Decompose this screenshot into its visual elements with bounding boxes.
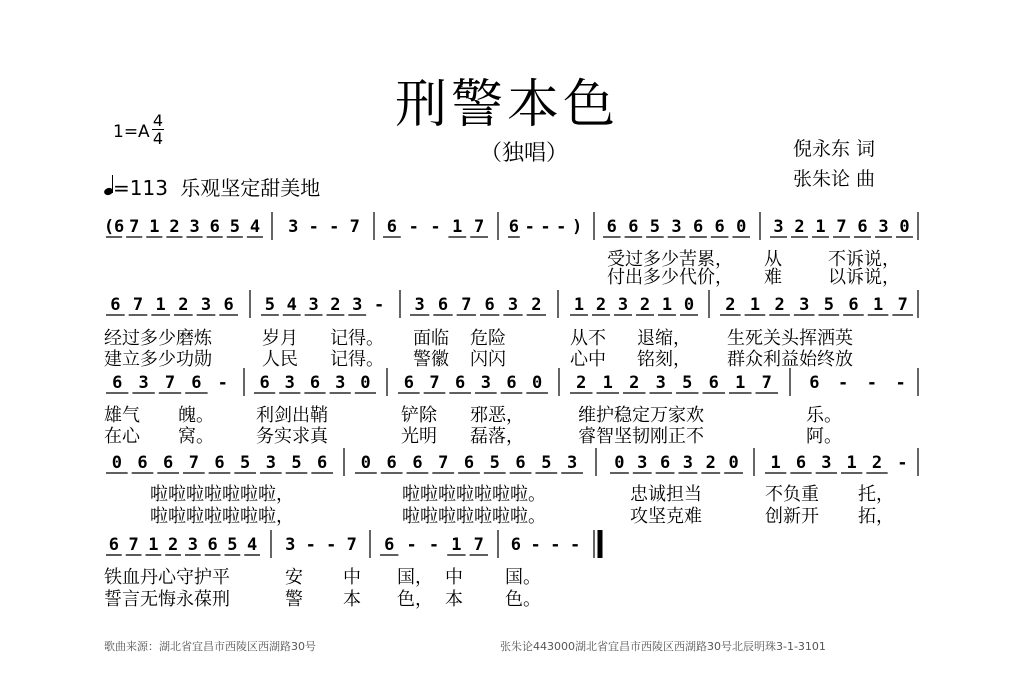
lyric-verse2-0-2: 以诉说， [828,267,900,288]
lyric-verse1-1-7: 生死关头挥洒英 [727,328,853,349]
note-3-2-2: 6 [659,453,671,473]
note-0-5-5: 3 [878,217,889,237]
note-4-1-0: 3 [285,535,296,555]
lyric-verse1-0-2: 不诉说， [828,249,900,270]
note-0-4-3: 3 [671,217,682,237]
lyric-verse1-0-0: 受过多少苦累， [607,249,733,270]
note-3-0-8: 6 [317,453,328,473]
lyric-verse1-1-3: 面临 [413,328,449,349]
note-0-3-1: - [524,217,535,237]
lyric-verse1-4-2: 中 [343,567,361,588]
note-3-0-3: 7 [188,453,199,473]
note-0-4-2: 5 [649,217,661,237]
note-1-2-2: 7 [461,295,472,315]
note-2-1-3: 3 [335,373,346,393]
lyric-verse2-3-4: 拓， [858,506,894,527]
lyric-verse1-0-1: 从 [764,249,782,270]
lyric-verse2-1-1: 人民 [262,349,298,370]
note-3-3-5: - [897,453,908,473]
note-0-0-2: 1 [149,217,160,237]
note-0-3-3: - [556,217,567,237]
note-2-2-3: 3 [480,373,491,393]
note-2-1-1: 3 [284,373,295,393]
note-3-1-7: 5 [541,453,552,473]
note-3-1-6: 6 [515,453,526,473]
note-3-0-0: 0 [111,453,122,473]
lyric-verse2-2-3: 光明 [401,426,437,447]
lyric-verse1-1-4: 危险 [470,328,506,349]
song-subtitle: （独唱） [480,141,569,166]
note-2-0-1: 3 [138,373,149,393]
lyric-verse2-3-1: 啦啦啦啦啦啦啦。 [402,506,546,527]
note-3-2-3: 3 [682,453,694,473]
note-3-1-3: 7 [438,453,449,473]
lyric-verse2-2-2: 务实求真 [256,426,328,447]
note-2-2-0: 6 [403,373,414,393]
lyric-verse2-4-2: 本 [343,589,361,610]
lyric-verse1-4-5: 国。 [505,567,541,588]
note-0-3-0: 6 [508,217,520,237]
note-4-0-4: 3 [187,535,198,555]
lyric-verse2-2-5: 睿智坚韧刚正不 [578,426,704,447]
lyric-verse2-1-7: 群众利益始终放 [727,349,853,370]
lyric-verse1-3-4: 托， [858,484,894,505]
note-4-2-4: 7 [473,535,484,555]
note-0-2-1: - [408,217,419,237]
note-0-2-0: 6 [386,217,398,237]
note-3-2-5: 0 [728,453,739,473]
lyric-verse1-3-0: 啦啦啦啦啦啦啦， [150,484,294,505]
note-2-3-3: 3 [655,373,666,393]
note-1-4-5: 6 [848,295,859,315]
note-0-0-4: 3 [189,217,200,237]
note-4-0-7: 4 [247,535,258,555]
note-3-1-5: 5 [489,453,500,473]
note-1-0-3: 2 [178,295,189,315]
note-4-0-5: 6 [207,535,218,555]
note-2-3-5: 6 [708,373,719,393]
note-0-5-3: 7 [836,217,847,237]
note-4-1-1: - [305,535,316,555]
note-3-3-2: 3 [821,453,832,473]
note-0-0-6: 5 [229,217,240,237]
note-3-1-4: 6 [463,453,475,473]
note-4-0-3: 2 [168,535,179,555]
note-2-4-1: - [838,373,849,393]
lyric-verse1-3-3: 不负重 [765,484,819,505]
lyric-verse2-1-5: 心中 [570,349,606,370]
lyric-verse1-1-1: 岁月 [262,328,298,349]
note-4-1-3: 7 [346,535,357,555]
note-2-0-2: 7 [164,373,176,393]
note-1-0-2: 1 [155,295,166,315]
lyric-verse2-4-4: 本 [445,589,463,610]
note-0-0-3: 2 [169,217,180,237]
lyric-verse1-2-1: 魄。 [178,405,214,426]
lyric-verse1-4-1: 安 [285,567,303,588]
note-0-1-1: - [308,217,319,237]
note-1-4-0: 2 [725,295,736,315]
note-1-0-5: 6 [223,295,234,315]
note-4-0-1: 7 [128,535,139,555]
note-3-0-1: 6 [137,453,148,473]
note-1-2-1: 6 [437,295,449,315]
note-2-4-0: 6 [809,373,820,393]
note-0-0-1: 7 [129,217,140,237]
lyricist-credit: 倪永东 词 [793,138,876,160]
note-2-2-1: 7 [429,373,440,393]
note-0-5-0: 3 [773,217,784,237]
note-0-5-1: 2 [794,217,805,237]
note-2-2-2: 6 [455,373,466,393]
lyric-verse2-1-0: 建立多少功勋 [104,349,212,370]
note-1-1-3: 2 [330,295,341,315]
lyric-verse2-1-6: 铭刻， [637,349,691,370]
note-4-2-3: 1 [451,535,462,555]
lyric-verse2-2-6: 阿。 [806,426,842,447]
note-4-3-3: - [570,535,581,555]
note-1-0-0: 6 [110,295,121,315]
note-4-0-6: 5 [227,535,238,555]
note-0-0-5: 6 [209,217,220,237]
note-1-3-2: 3 [617,295,629,315]
note-1-4-1: 1 [749,295,761,315]
note-2-1-0: 6 [259,373,270,393]
note-0-1-3: 7 [349,217,360,237]
note-3-3-0: 1 [770,453,781,473]
note-4-3-1: - [530,535,541,555]
note-1-4-2: 2 [774,295,785,315]
composer-credit: 张朱论 曲 [793,168,876,190]
note-0-4-1: 6 [628,217,639,237]
note-0-0-0: (6 [103,217,125,237]
lyric-verse2-4-5: 色。 [505,589,541,610]
note-1-0-1: 7 [132,295,144,315]
note-3-1-0: 0 [360,453,372,473]
note-0-2-4: 7 [473,217,485,237]
note-3-3-4: 2 [871,453,883,473]
tempo-value: =113 [113,176,168,200]
lyric-verse1-3-2: 忠诚担当 [630,484,702,505]
lyric-verse2-0-0: 付出多少代价， [607,267,733,288]
note-2-3-4: 5 [682,373,693,393]
lyric-verse1-2-4: 邪恶， [470,405,524,426]
expression-text: 乐观坚定甜美地 [180,176,321,200]
note-2-3-7: 7 [761,373,772,393]
note-3-0-7: 5 [291,453,302,473]
note-1-4-6: 1 [872,295,884,315]
note-2-1-4: 0 [360,373,371,393]
note-4-2-1: - [406,535,417,555]
lyric-verse1-2-5: 维护稳定万家欢 [578,405,704,426]
lyric-verse1-2-3: 铲除 [401,405,437,426]
note-1-0-4: 3 [200,295,212,315]
lyric-verse1-2-6: 乐。 [806,405,842,426]
note-4-2-2: - [428,535,440,555]
lyric-verse2-4-1: 警 [285,589,303,610]
lyric-verse2-1-2: 记得。 [330,349,384,370]
note-0-4-6: 0 [736,217,747,237]
note-1-3-1: 2 [595,295,607,315]
time-signature-top: 4 [152,111,164,130]
lyric-verse1-4-0: 铁血丹心守护平 [104,567,230,588]
lyric-verse2-2-4: 磊落， [470,426,524,447]
note-1-2-4: 3 [507,295,519,315]
note-3-2-4: 2 [705,453,716,473]
note-1-1-2: 3 [308,295,319,315]
lyric-verse1-2-0: 雄气 [104,405,140,426]
note-3-0-2: 6 [163,453,174,473]
lyric-verse1-1-6: 退缩， [637,328,691,349]
note-2-3-2: 2 [629,373,640,393]
note-1-3-5: 0 [683,295,695,315]
note-4-0-2: 1 [148,535,159,555]
note-3-0-5: 5 [240,453,251,473]
note-0-4-0: 6 [606,217,617,237]
note-1-4-3: 3 [799,295,810,315]
note-2-3-0: 2 [576,373,587,393]
note-3-1-2: 6 [412,453,423,473]
footer-left-text: 歌曲来源：湖北省宜昌市西陵区西湖路30号 [104,640,316,653]
note-2-2-5: 0 [532,373,543,393]
lyric-verse2-0-1: 难 [764,267,782,288]
note-4-2-0: 6 [384,535,395,555]
lyric-verse2-2-0: 在心 [104,426,140,447]
note-0-0-7: 4 [249,217,261,237]
note-3-2-1: 3 [637,453,648,473]
note-2-0-3: 6 [191,373,202,393]
lyric-verse1-1-0: 经过多少磨炼 [104,328,212,349]
lyric-verse2-2-1: 窝。 [178,426,214,447]
note-1-1-4: 3 [352,295,363,315]
note-1-1-5: - [373,295,385,315]
note-0-1-0: 3 [288,217,299,237]
lyric-verse2-1-3: 警徽 [413,349,449,370]
note-1-1-1: 4 [286,295,297,315]
lyric-verse2-4-3: 色， [397,589,433,610]
note-2-3-6: 1 [735,373,746,393]
note-3-3-3: 1 [846,453,857,473]
note-2-3-1: 1 [602,373,613,393]
lyric-verse2-4-0: 誓言无悔永葆刑 [104,589,230,610]
note-4-0-0: 6 [108,535,119,555]
note-2-0-0: 6 [112,373,123,393]
note-2-0-4: - [217,373,228,393]
note-4-3-0: 6 [510,535,521,555]
note-3-2-0: 0 [614,453,625,473]
note-0-4-5: 6 [714,217,725,237]
note-1-3-0: 1 [573,295,585,315]
note-2-2-4: 6 [506,373,517,393]
note-1-4-7: 7 [897,295,908,315]
note-1-1-0: 5 [264,295,276,315]
note-1-2-0: 3 [414,295,425,315]
lyric-verse1-4-4: 中 [445,567,463,588]
note-0-3-4: ) [571,217,583,237]
note-0-1-2: - [329,217,340,237]
note-1-2-5: 2 [531,295,542,315]
note-1-3-4: 1 [661,295,673,315]
note-2-4-2: - [866,373,877,393]
note-3-3-1: 6 [795,453,807,473]
lyric-verse1-3-1: 啦啦啦啦啦啦啦。 [402,484,546,505]
note-2-4-3: - [895,373,906,393]
note-2-1-2: 6 [309,373,321,393]
note-0-5-2: 1 [815,217,826,237]
lyric-verse1-1-2: 记得。 [330,328,384,349]
note-1-4-4: 5 [823,295,834,315]
note-0-4-4: 6 [692,217,704,237]
note-3-1-8: 3 [566,453,578,473]
time-signature-bottom: 4 [152,129,164,148]
note-0-5-4: 6 [857,217,868,237]
lyric-verse2-1-4: 闪闪 [470,349,506,370]
note-4-1-2: - [326,535,337,555]
note-0-3-2: - [540,217,551,237]
note-4-3-2: - [550,535,561,555]
note-1-2-3: 6 [484,295,495,315]
lyric-verse1-2-2: 利剑出鞘 [256,405,328,426]
note-3-1-1: 6 [386,453,397,473]
lyric-verse1-4-3: 国， [397,567,433,588]
note-0-2-2: - [430,217,441,237]
song-title: 刑警本色 [395,75,620,135]
lyric-verse2-3-0: 啦啦啦啦啦啦啦， [150,506,294,527]
footer-right-text: 张朱论443000湖北省宜昌市西陵区西湖路30号北辰明珠3-1-3101 [500,640,826,653]
note-0-2-3: 1 [452,217,463,237]
note-3-0-6: 3 [265,453,276,473]
note-0-5-6: 0 [899,217,910,237]
key-signature: 1=A [113,122,150,142]
lyric-verse1-1-5: 从不 [570,328,606,349]
note-1-3-3: 2 [639,295,651,315]
lyric-verse2-3-3: 创新开 [765,506,819,527]
note-3-0-4: 6 [214,453,225,473]
lyric-verse2-3-2: 攻坚克难 [630,506,702,527]
